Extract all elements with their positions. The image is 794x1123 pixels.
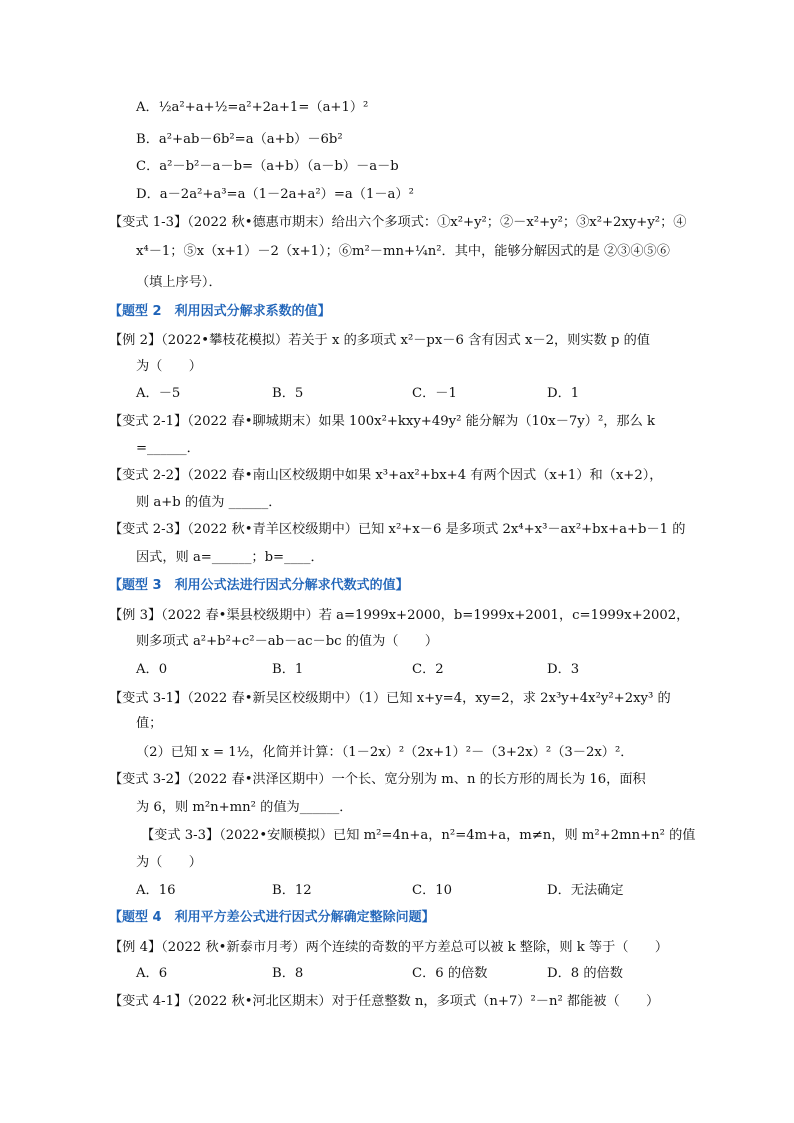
option-a: A．－5	[136, 386, 181, 401]
text-line: 值；	[136, 716, 163, 731]
text-line: 为（ ）	[136, 359, 202, 374]
text-line: 【变式 4-1】（2022 秋•河北区期末）对于任意整数 n，多项式（n+7）²－n² 都能被（ ）	[109, 994, 660, 1009]
option-b: B．8	[272, 966, 304, 981]
option-d: D．3	[547, 662, 580, 677]
option-a: A．0	[136, 662, 168, 677]
option-c: C．2	[412, 662, 444, 677]
text-line: 【变式 3-1】（2022 春•新吴区校级期中）（1）已知 x+y=4，xy=2，求 2x³y+4x²y²+2xy³ 的	[109, 691, 671, 706]
option-c: C．6 的倍数	[412, 966, 488, 981]
option-d: D．1	[547, 386, 580, 401]
option-a: A．16	[136, 883, 176, 898]
text-line: 【变式 1-3】（2022 秋•德惠市期末）给出六个多项式：①x²+y²；②－x²+y²；③x²+2xy+y²；④	[109, 215, 687, 230]
text-line: 【变式 2-3】（2022 秋•青羊区校级期中）已知 x²+x－6 是多项式 2x⁴+x³－ax²+bx+a+b－1 的	[109, 522, 686, 537]
section-heading: 【题型 4 利用平方差公式进行因式分解确定整除问题】	[109, 910, 435, 925]
option-b: B．5	[272, 386, 304, 401]
text-line: x⁴－1；⑤x（x+1）－2（x+1）；⑥m²－mn+¼n²．其中，能够分解因式的是 ②③④⑤⑥	[136, 244, 670, 259]
text-line: B．a²+ab－6b²=a（a+b）－6b²	[136, 132, 343, 147]
text-line: C．a²－b²－a－b=（a+b）（a－b）－a－b	[136, 159, 399, 174]
option-b: B．12	[272, 883, 312, 898]
option-d: D．8 的倍数	[547, 966, 623, 981]
option-b: B．1	[272, 662, 304, 677]
text-line: （填上序号）．	[136, 275, 222, 290]
text-line: 【例 3】（2022 春•渠县校级期中）若 a=1999x+2000，b=1999x+2001，c=1999x+2002，	[109, 608, 690, 623]
text-line: 【变式 3-2】（2022 春•洪泽区期中）一个长、宽分别为 m、n 的长方形的周长为 16，面积	[109, 772, 646, 787]
text-line: （2）已知 x = 1½，化简并计算：（1－2x）²（2x+1）²－（3+2x）²（3－2x）²．	[136, 745, 634, 760]
text-line: 则 a+b 的值为 ______．	[136, 495, 282, 510]
text-line: 【变式 2-2】（2022 春•南山区校级期中如果 x³+ax²+bx+4 有两个因式（x+1）和（x+2），	[109, 468, 663, 483]
text-line: 因式，则 a=______；b=____．	[136, 550, 324, 565]
option-c: C．－1	[412, 386, 457, 401]
text-line: =______．	[136, 441, 200, 456]
text-line: D．a－2a²+a³=a（1－2a+a²）=a（1－a）²	[136, 187, 414, 202]
text-line: 为 6，则 m²n+mn² 的值为______．	[136, 800, 353, 815]
section-heading: 【题型 2 利用因式分解求系数的值】	[109, 304, 331, 319]
option-a: A．6	[136, 966, 168, 981]
text-line: 【例 2】（2022•攀枝花模拟）若关于 x 的多项式 x²－px－6 含有因式 x－2，则实数 p 的值	[109, 333, 650, 348]
text-line: 【变式 2-1】（2022 春•聊城期末）如果 100x²+kxy+49y² 能分解为（10x－7y）²，那么 k	[109, 414, 655, 429]
text-line: A．½a²+a+½=a²+2a+1=（a+1）²	[136, 100, 369, 115]
text-line: 则多项式 a²+b²+c²－ab－ac－bc 的值为（ ）	[136, 634, 439, 649]
text-line: 【变式 3-3】（2022•安顺模拟）已知 m²=4n+a，n²=4m+a，m≠n，则 m²+2mn+n² 的值	[141, 828, 696, 843]
text-line: 【例 4】（2022 秋•新泰市月考）两个连续的奇数的平方差总可以被 k 整除，则 k 等于（ ）	[109, 940, 669, 955]
option-d: D．无法确定	[547, 883, 624, 898]
text-line: 为（ ）	[136, 855, 202, 870]
option-c: C．10	[412, 883, 453, 898]
section-heading: 【题型 3 利用公式法进行因式分解求代数式的值】	[109, 578, 409, 593]
